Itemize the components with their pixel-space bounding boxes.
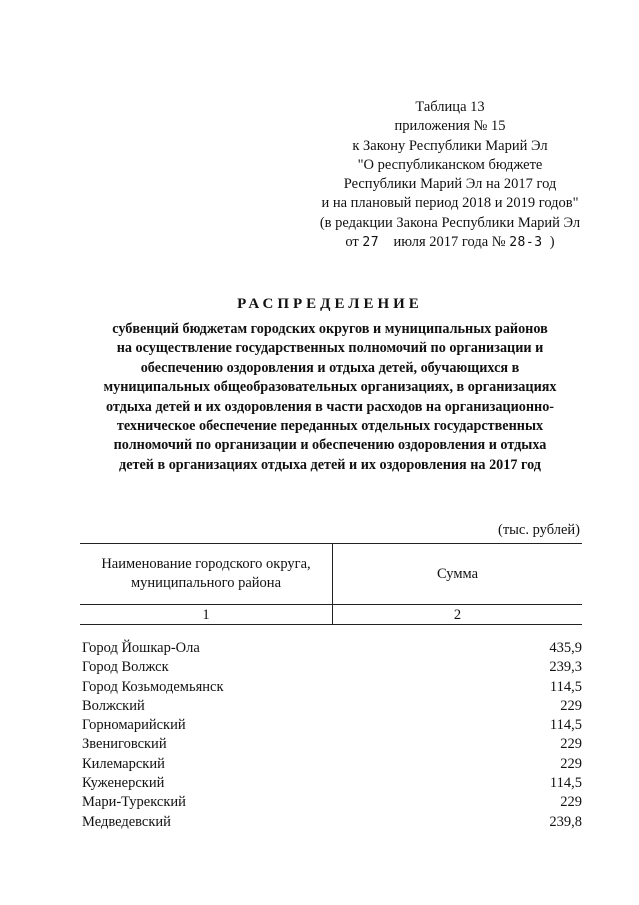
law-date-day: 27 xyxy=(362,235,380,251)
subtitle-line: полномочий по организации и обеспечению оздоровления и отдыха xyxy=(113,437,547,454)
column-header-name-line2: муниципального района xyxy=(131,575,281,591)
row-amount: 114,5 xyxy=(549,678,582,695)
subtitle-line: муниципальных общеобразовательных организациях, в организациях xyxy=(103,379,557,396)
document-subtitle xyxy=(78,320,582,475)
subtitle-line: детей в организациях отдыха детей и их оздоровления на 2017 год xyxy=(119,456,541,473)
table-row xyxy=(82,813,582,832)
column-header-name xyxy=(80,544,333,605)
subtitle-line: обеспечению оздоровления и отдыха детей, обучающихся в xyxy=(140,359,520,376)
header-line: к Закону Республики Марий Эл xyxy=(352,137,548,154)
header-line: Таблица 13 xyxy=(415,99,485,115)
row-amount: 229 xyxy=(560,755,582,772)
subtitle-line: на осуществление государственных полномочий по организации и xyxy=(116,340,544,357)
table-row xyxy=(82,774,582,793)
row-amount: 239,3 xyxy=(549,659,582,676)
table-row xyxy=(82,658,582,677)
document-title: РАСПРЕДЕЛЕНИЕ xyxy=(237,296,423,312)
table-row xyxy=(82,755,582,774)
law-date-prefix: от xyxy=(345,234,359,251)
header-line: Республики Марий Эл на 2017 год xyxy=(343,176,557,193)
table-row xyxy=(82,639,582,658)
header-line: и на плановый период 2018 и 2019 годов" xyxy=(321,195,579,212)
column-header-name-line1: Наименование городского округа, xyxy=(101,556,311,572)
table-row xyxy=(82,678,582,697)
row-amount: 229 xyxy=(560,697,582,714)
table-row xyxy=(82,793,582,812)
row-amount: 114,5 xyxy=(549,717,582,734)
subtitle-line: отдыха детей и их оздоровления в части расходов на организационно- xyxy=(105,398,555,415)
row-amount: 114,5 xyxy=(549,775,582,792)
law-number: 28-З xyxy=(509,235,543,251)
row-name: Волжский xyxy=(82,697,145,714)
row-name: Килемарский xyxy=(82,755,165,772)
subtitle-line: техническое обеспечение переданных отдельных государственных xyxy=(116,418,544,435)
row-amount: 239,8 xyxy=(549,813,582,830)
column-number-2: 2 xyxy=(333,605,583,625)
row-name: Город Волжск xyxy=(82,659,169,676)
table-row xyxy=(82,697,582,716)
appendix-header xyxy=(300,98,600,252)
column-header-amount: Сумма xyxy=(333,544,583,605)
table-body xyxy=(82,639,582,832)
header-line: "О республиканском бюджете xyxy=(357,156,543,173)
row-name: Горномарийский xyxy=(82,717,186,734)
row-name: Город Йошкар-Ола xyxy=(82,640,200,656)
row-name: Звениговский xyxy=(82,736,167,753)
row-name: Мари-Турекский xyxy=(82,794,186,811)
row-name: Медведевский xyxy=(82,813,171,830)
subtitle-line: субвенций бюджетам городских округов и муниципальных районов xyxy=(112,321,548,337)
row-name: Город Козьмодемьянск xyxy=(82,678,224,695)
units-label: (тыс. рублей) xyxy=(498,522,580,538)
header-row xyxy=(80,544,582,605)
column-number-1: 1 xyxy=(80,605,333,625)
column-number-row xyxy=(80,605,582,625)
row-amount: 229 xyxy=(560,794,582,811)
law-date-suffix: ) xyxy=(549,234,555,251)
table-row xyxy=(82,716,582,735)
law-date-line xyxy=(300,233,600,252)
row-name: Куженерский xyxy=(82,775,165,792)
row-amount: 435,9 xyxy=(549,640,582,656)
table-row xyxy=(82,735,582,754)
table-header xyxy=(80,543,582,625)
row-amount: 229 xyxy=(560,736,582,753)
law-date-middle: июля 2017 года № xyxy=(393,234,506,251)
header-line: (в редакции Закона Республики Марий Эл xyxy=(319,214,581,231)
header-line: приложения № 15 xyxy=(394,118,506,135)
